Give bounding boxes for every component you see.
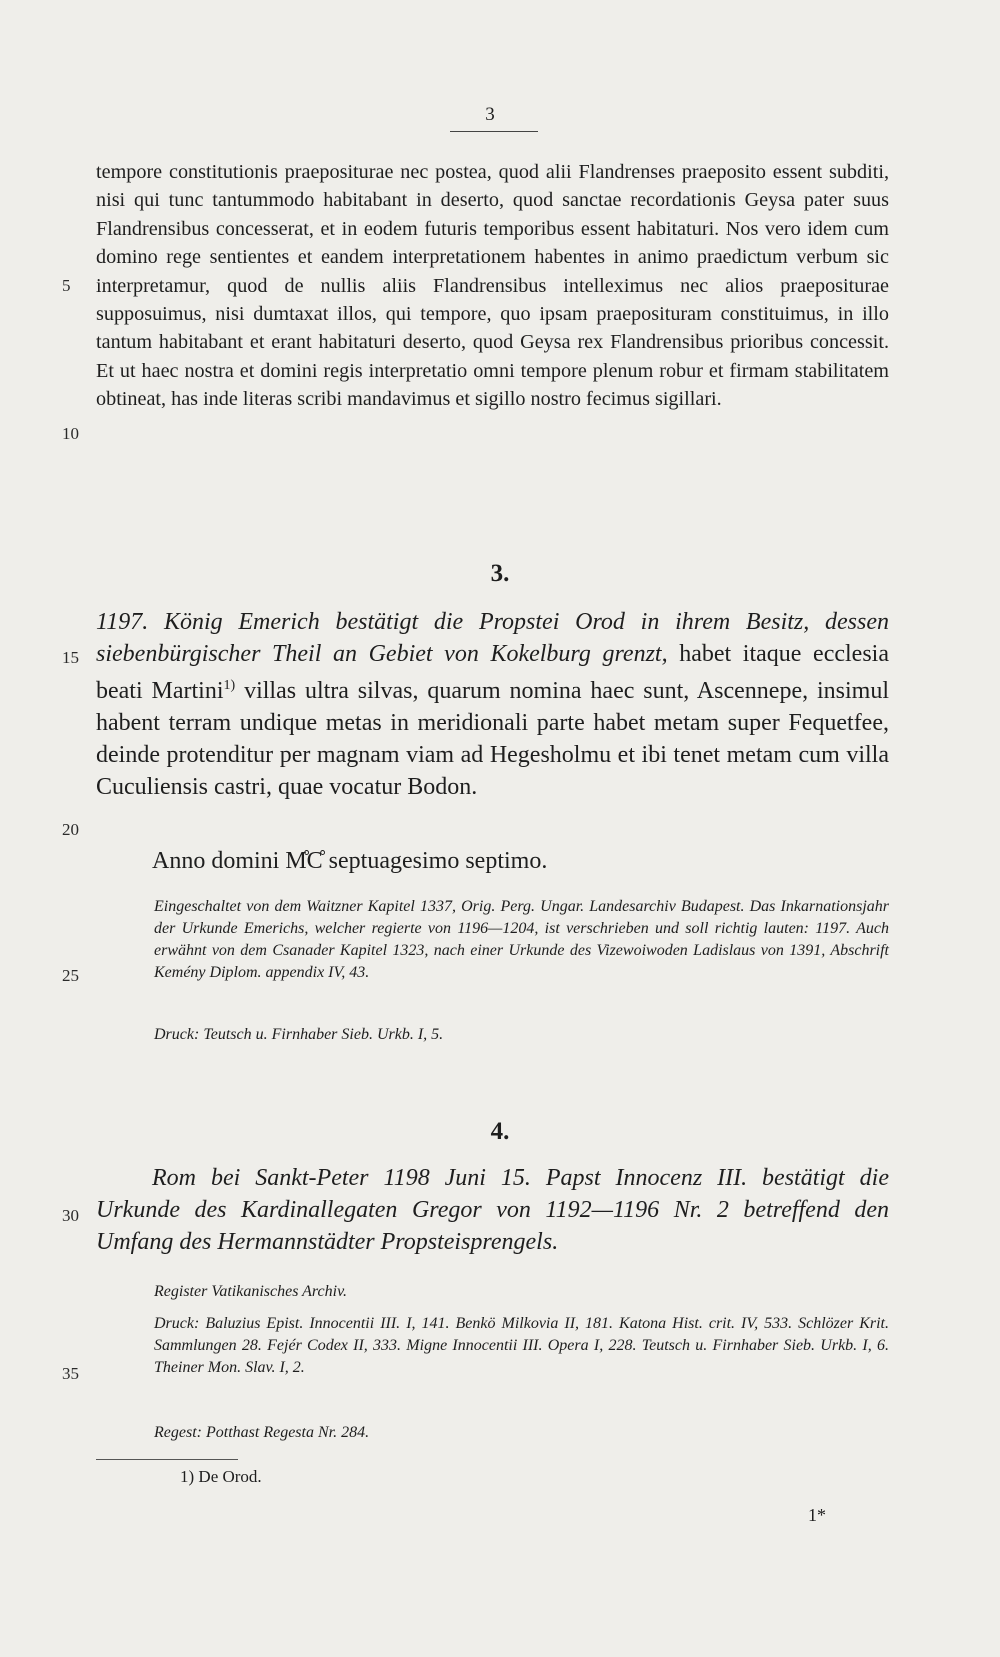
footnote-marker: 1) [223,678,236,694]
line-number-10: 10 [62,424,79,443]
document-4-heading: Rom bei Sankt-Peter 1198 Juni 15. Papst Innocenz III. bestätigt die Urkunde des Kardinallegaten Gregor von 1192—1196 Nr. 2 betreffend den Umfang des Hermannstädter Propsteisprengels. [96,1165,889,1256]
document-number-4: 4. [490,1118,510,1145]
document-3-text-b: villas ultra silvas, quarum nomina haec sunt, Ascennepe, insimul habent terram undique metas in meridionali parte habet metam super Fequetfee, deinde protenditur per magnam viam ad Hegesholmu et ibi tenet metam cum villa Cuculiensis castri, quae vocatur Bodon. [96,678,889,801]
line-number-35: 35 [62,1364,79,1383]
document-3-annotation: Eingeschaltet von dem Waitzner Kapitel 1337, Orig. Perg. Ungar. Landesarchiv Budapest. Das Inkarnationsjahr der Urkunde Emerichs, welcher regierte von 1196—1204, ist verschrieben und soll richtig lauten: 1197. Auch erwähnt von dem Csanader Kapitel 1323, nach einer Urkunde des Vizewoiwoden Ladislaus von 1391, Abschrift Kemény Diplom. appendix IV, 43. [154,898,889,981]
document-4-regest: Regest: Potthast Regesta Nr. 284. [154,1424,370,1441]
document-3-druck: Druck: Teutsch u. Firnhaber Sieb. Urkb. I, 5. [154,1026,444,1043]
document-4-druck: Druck: Baluzius Epist. Innocentii III. I, 141. Benkö Milkovia II, 181. Katona Hist. crit. IV, 533. Schlözer Krit. Sammlungen 28. Fejér Codex II, 333. Migne Innocentii III. Opera I, 228. Teutsch u. Firnhaber Sieb. Urkb. I, 6. Theiner Mon. Slav. I, 2. [154,1315,889,1376]
document-3-text-a: habet itaque ecclesia beati Martini [96,641,889,705]
page-number: 3 [485,104,495,125]
page-number-rule [450,131,538,132]
footnote: 1) De Orod. [180,1467,262,1486]
footnote-rule [96,1459,238,1460]
document-3-heading: 1197. König Emerich bestätigt die Propstei Orod in ihrem Besitz, dessen siebenbürgischer Theil an Gebiet von Kokelburg grenzt, [96,609,889,668]
line-number-30: 30 [62,1206,79,1225]
document-3-text [96,606,889,804]
document-4-register: Register Vatikanisches Archiv. [154,1283,347,1300]
signature-mark: 1* [808,1505,826,1525]
intro-paragraph: tempore constitutionis praepositurae nec postea, quod alii Flandrenses praeposito essent subditi, nisi qui tunc tantummodo habitabant in deserto, quod sanctae recordationis Geysa pater suus Flandrensibus concesserat, et in eodem futuris temporibus essent habitaturi. Nos vero idem cum domino rege sentientes et eandem interpretationem habentes in animo praedictum verbum sic interpretamur, quod de nullis aliis Flandrensibus intelleximus nec alios praepositurae supposuimus, nisi dumtaxat illos, qui tempore, quo ipsam praeposituram constituimus, in illo tantum habitabant et erant habitaturi deserto, quod Geysa rex Flandrensibus prioribus concessit. Et ut haec nostra et domini regis interpretatio omni tempore plenum robur et firmam stabilitatem obtineat, has inde literas scribi mandavimus et sigillo nostro fecimus sigillari. [96,161,889,411]
line-number-20: 20 [62,820,79,839]
line-number-15: 15 [62,648,79,667]
line-number-5: 5 [62,276,71,295]
line-number-25: 25 [62,966,79,985]
document-number-3: 3. [490,560,510,587]
document-3-date-line: Anno domini M̊C̊ septuagesimo septimo. [152,848,548,874]
